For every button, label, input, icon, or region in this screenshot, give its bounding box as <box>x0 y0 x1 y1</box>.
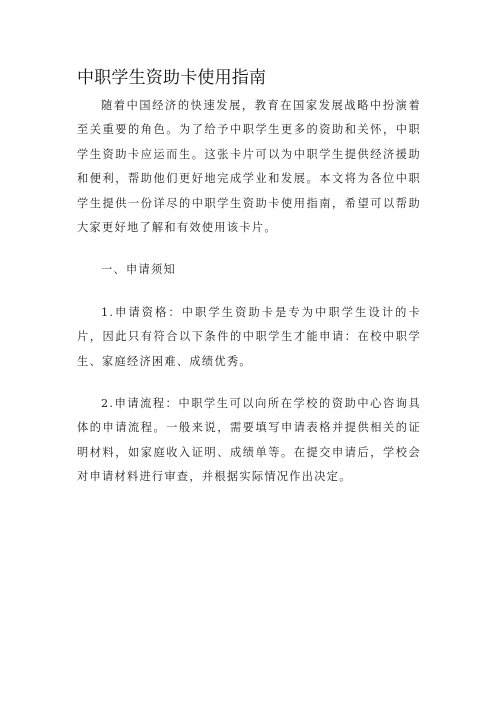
document-body <box>77 94 421 490</box>
item-1-paragraph: 1.申请资格：中职学生资助卡是专为中职学生设计的卡片，因此只有符合以下条件的中职学生才能申请：在校中职学生、家庭经济困难、成绩优秀。 <box>77 305 421 368</box>
intro-paragraph: 随着中国经济的快速发展，教育在国家发展战略中扮演着至关重要的角色。为了给予中职学生更多的资助和关怀，中职学生资助卡应运而生。这张卡片可以为中职学生提供经济援助和便利，帮助他们更好地完成学业和发展。本文将为各位中职学生提供一份详尽的中职学生资助卡使用指南，希望可以帮助大家更好地了解和有效使用该卡片。 <box>77 99 421 235</box>
document-title: 中职学生资助卡使用指南 <box>77 68 267 88</box>
item-2-paragraph: 2.申请流程：中职学生可以向所在学校的资助中心咨询具体的申请流程。一般来说，需要填写申请表格并提供相关的证明材料，如家庭收入证明、成绩单等。在提交申请后，学校会对申请材料进行审查，并根据实际情况作出决定。 <box>77 397 421 484</box>
section-heading: 一、申请须知 <box>101 263 176 277</box>
